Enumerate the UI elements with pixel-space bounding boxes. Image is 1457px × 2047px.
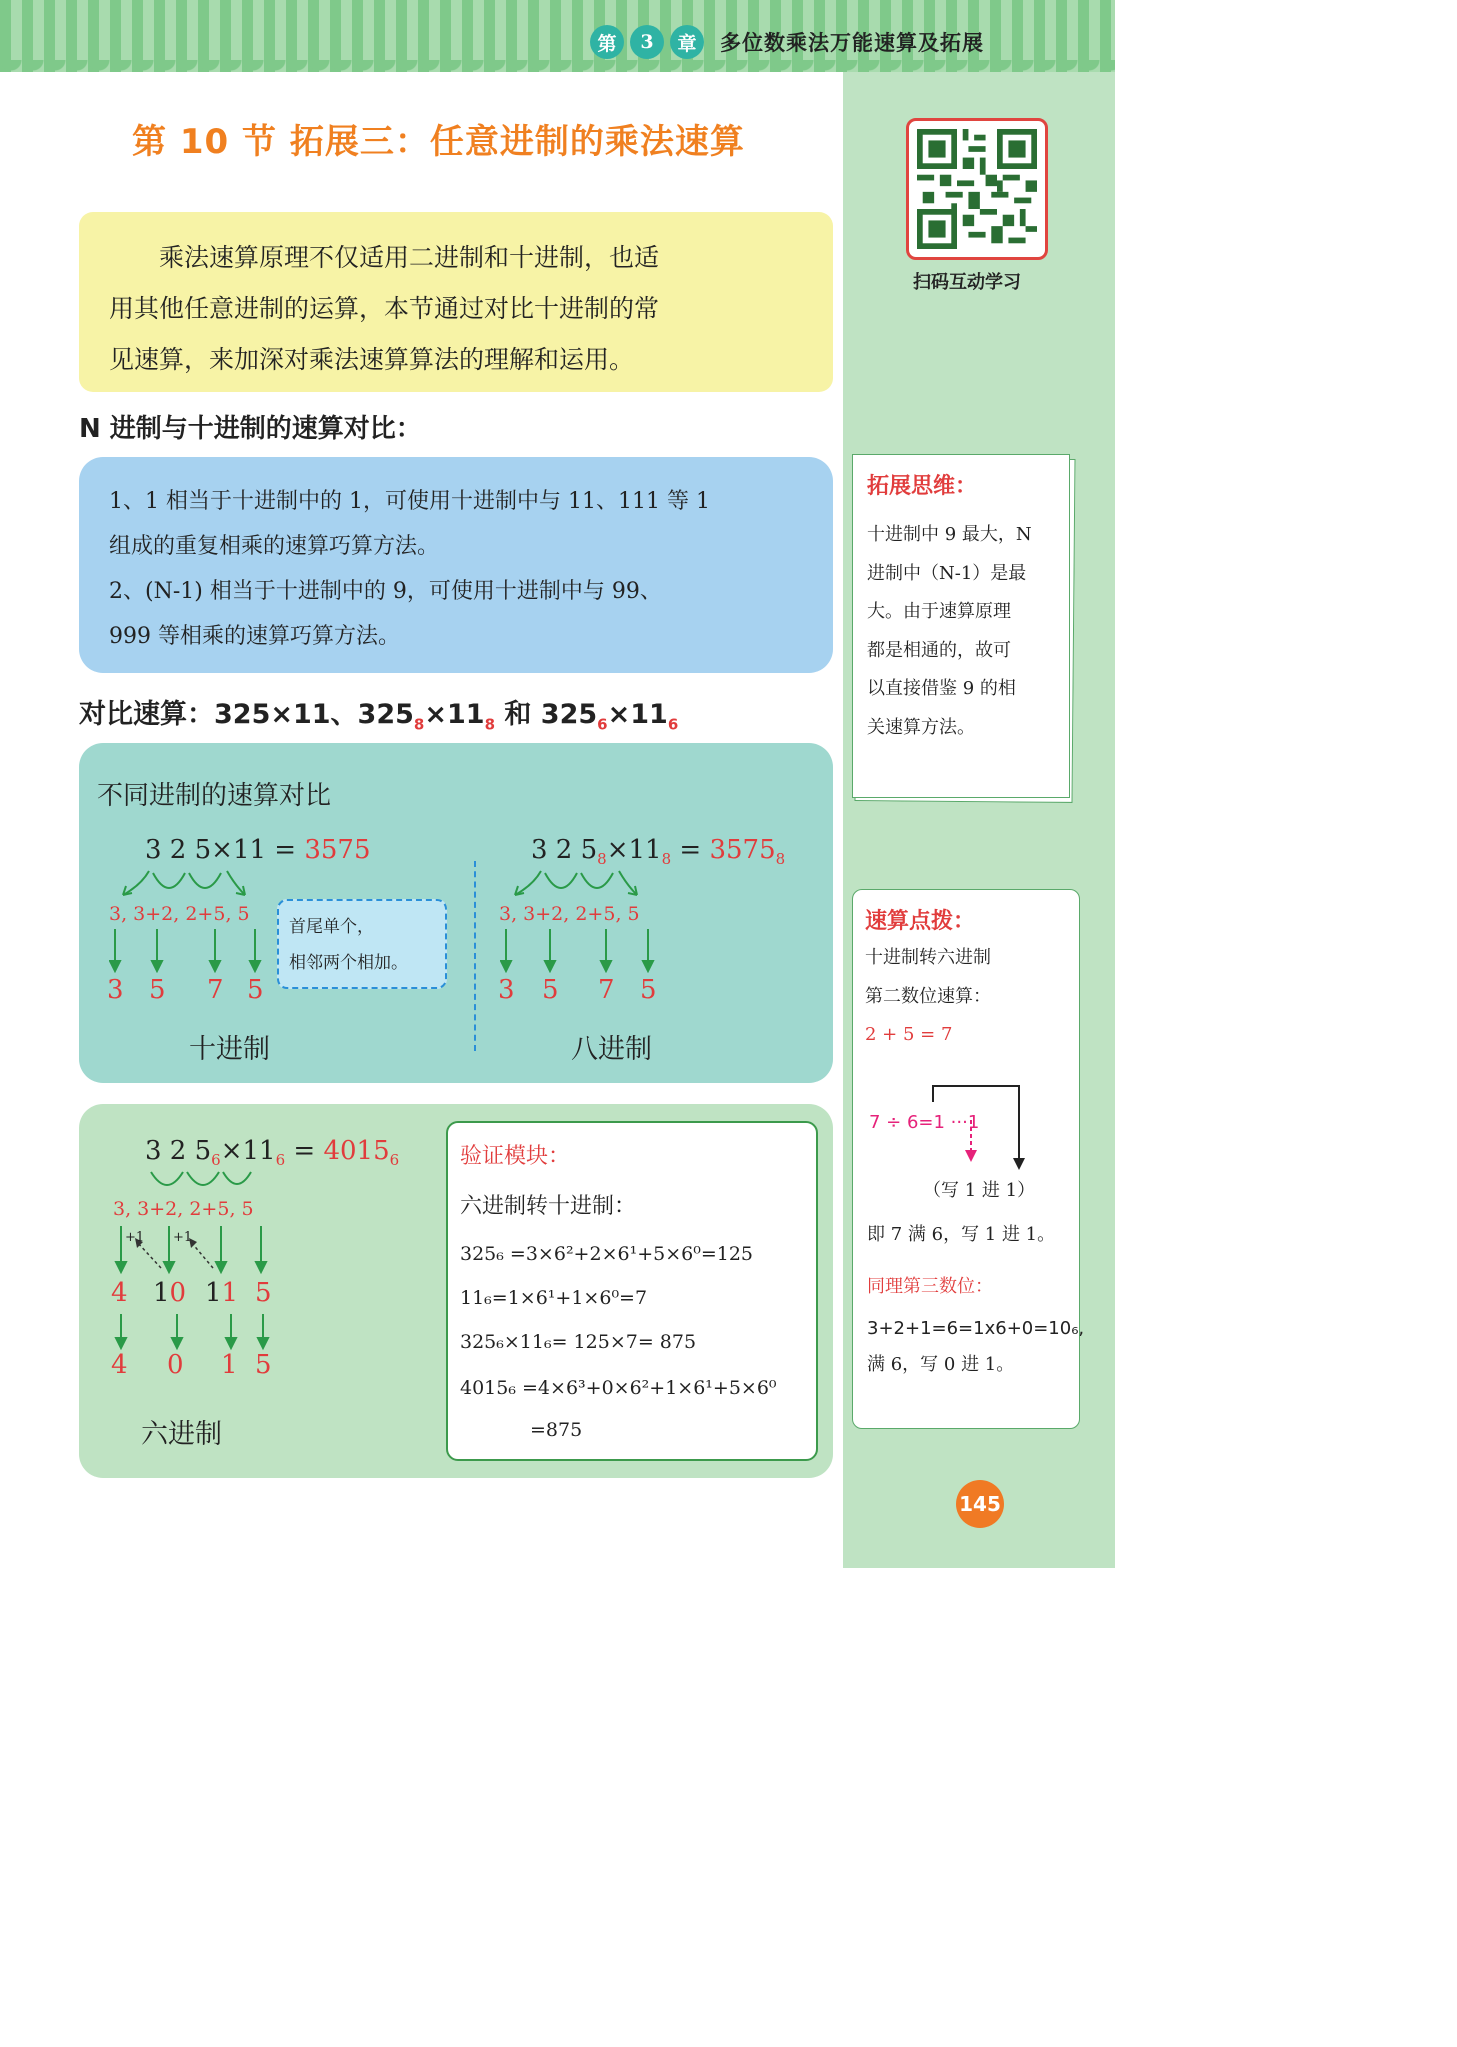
octal-sums: 3, 3+2, 2+5, 5 — [499, 903, 640, 925]
tip-card-line: 满 6，写 0 进 1。 — [867, 1354, 1015, 1375]
qr-code-icon — [917, 129, 1037, 249]
chapter-title: 多位数乘法万能速算及拓展 — [720, 30, 984, 55]
comparison-box — [79, 743, 833, 1083]
verify-title: 验证模块： — [460, 1144, 571, 1169]
tip-card-line: 同理第三数位： — [867, 1276, 993, 1297]
tip-card — [852, 889, 1085, 1429]
calc-heading-sub: 6 — [597, 715, 608, 734]
comparison-title: 不同进制的速算对比 — [97, 781, 332, 811]
octal-equation-part: 3 2 5 — [531, 835, 598, 865]
rule-line-3: 2、(N-1) 相当于十进制中的 9，可使用十进制中与 99、 — [109, 579, 662, 604]
intro-line-1: 乘法速算原理不仅适用二进制和十进制，也适 — [159, 243, 660, 272]
octal-arcs — [503, 867, 653, 901]
expand-card-line: 关速算方法。 — [867, 716, 975, 738]
tip-card-title: 速算点拨： — [865, 909, 976, 934]
calc-heading-sub: 6 — [667, 715, 679, 734]
qr-label: 扫码互动学习 — [913, 272, 1021, 293]
senary-mid-digit: 4 — [111, 1278, 128, 1308]
rule-line-1: 1、1 相当于十进制中的 1，可使用十进制中与 11、111 等 1 — [109, 489, 710, 514]
rule-note — [277, 899, 447, 989]
tip-card-line: 第二数位速算： — [865, 985, 991, 1007]
decimal-down-arrows — [109, 927, 269, 973]
octal-down-arrows — [500, 927, 660, 973]
rule-line-2: 组成的重复相乘的速算巧算方法。 — [109, 534, 440, 559]
calc-heading-sub: 8 — [413, 715, 425, 734]
qr-code[interactable] — [906, 118, 1048, 260]
calc-heading-prefix: 对比速算：325×11、325 — [79, 699, 414, 730]
page-number: 145 — [956, 1480, 1004, 1528]
intro-box — [79, 212, 833, 392]
octal-base-sub: 8 — [597, 850, 607, 869]
verify-line: 325₆ =3×6²+2×6¹+5×6⁰=125 — [460, 1243, 754, 1265]
calc-heading — [79, 692, 678, 733]
decimal-label: 十进制 — [189, 1034, 270, 1065]
decimal-equation — [145, 835, 371, 865]
decimal-digit: 3 — [107, 975, 124, 1005]
tip-card-line: 十进制转六进制 — [865, 947, 991, 968]
tip-card-text — [865, 939, 1067, 1055]
header-bar — [0, 0, 1115, 72]
rules-box — [79, 457, 833, 673]
chapter-suffix-chip: 章 — [670, 25, 704, 59]
calc-heading-sub: 8 — [484, 715, 495, 734]
divider-line — [474, 861, 476, 1051]
octal-digit: 7 — [598, 975, 615, 1005]
senary-equation-part: ×11 — [220, 1136, 276, 1166]
verify-line: 325₆×11₆= 125×7= 875 — [460, 1331, 697, 1353]
verify-line: 4015₆ =4×6³+0×6²+1×6¹+5×6⁰ — [460, 1377, 777, 1399]
intro-line-3: 见速算，来加深对乘法速算算法的理解和运用。 — [109, 345, 635, 374]
rule-line-4: 999 等相乘的速算巧算方法。 — [109, 624, 400, 649]
senary-final-digit: 0 — [167, 1350, 184, 1380]
senary-arcs — [111, 1168, 261, 1198]
senary-mid-digit-black: 1 — [205, 1278, 222, 1308]
expand-card-line: 都是相通的，故可 — [867, 639, 1011, 661]
senary-equation-result: 4015 — [323, 1136, 390, 1166]
octal-digit: 5 — [640, 975, 657, 1005]
expand-card-line: 以直接借鉴 9 的相 — [867, 678, 1016, 699]
intro-line-2: 用其他任意进制的运算，本节通过对比十进制的常 — [109, 294, 660, 323]
verify-line: 11₆=1×6¹+1×6⁰=7 — [460, 1287, 648, 1309]
senary-base-sub: 6 — [275, 1151, 286, 1170]
tip-division: 7 ÷ 6=1 ···1 — [869, 1112, 980, 1133]
calc-heading-mid: 和 325 — [495, 699, 598, 730]
expand-card — [852, 454, 1070, 798]
octal-equation-part: ×11 — [606, 835, 662, 865]
rule-note-line-2: 相邻两个相加。 — [289, 953, 408, 973]
senary-down-arrows — [109, 1312, 279, 1352]
octal-equation-result: 3575 — [709, 835, 776, 865]
senary-mid-digit-black: 1 — [153, 1278, 170, 1308]
senary-equation-part: 3 2 5 — [145, 1136, 212, 1166]
senary-base-sub: 6 — [211, 1151, 221, 1170]
octal-base-sub: 8 — [775, 850, 786, 869]
section-title: 第 10 节 拓展三：任意进制的乘法速算 — [132, 122, 745, 162]
expand-card-line: 进制中（N-1）是最 — [867, 562, 1027, 584]
octal-digit: 5 — [542, 975, 559, 1005]
decimal-digit: 5 — [247, 975, 264, 1005]
senary-final-digit: 5 — [255, 1350, 272, 1380]
senary-final-digit: 4 — [111, 1350, 128, 1380]
chapter-number-chip: 3 — [630, 25, 664, 59]
senary-base-sub: 6 — [389, 1151, 400, 1170]
senary-mid-digit-red: 1 — [221, 1278, 239, 1308]
senary-label: 六进制 — [141, 1419, 222, 1450]
decimal-equation-left: 3 2 5×11 = — [145, 835, 305, 865]
tip-card-line: 2 + 5 = 7 — [865, 1024, 953, 1045]
verify-box — [446, 1121, 818, 1461]
expand-card-line: 大。由于速算原理 — [867, 601, 1011, 622]
decimal-digit: 7 — [207, 975, 224, 1005]
verify-line: =875 — [530, 1419, 583, 1441]
rule-note-line-1: 首尾单个， — [289, 917, 374, 937]
senary-equation-part: = — [285, 1136, 324, 1166]
carry-label: +1 — [173, 1230, 193, 1245]
tip-card-line: 即 7 满 6，写 1 进 1。 — [867, 1224, 1056, 1245]
carry-label: +1 — [125, 1230, 145, 1245]
calc-heading-mid: ×11 — [607, 699, 668, 730]
senary-mid-digit-red: 0 — [169, 1278, 187, 1308]
octal-digit: 3 — [498, 975, 515, 1005]
senary-mid-digit — [153, 1278, 186, 1308]
octal-equation-part: = — [671, 835, 710, 865]
decimal-equation-result: 3575 — [304, 835, 371, 865]
octal-base-sub: 8 — [661, 850, 672, 869]
compare-heading: N 进制与十进制的速算对比： — [79, 414, 422, 444]
octal-equation — [531, 835, 785, 868]
tip-card-line: 3+2+1=6=1x6+0=10₆, — [867, 1318, 1085, 1339]
octal-label: 八进制 — [571, 1034, 652, 1065]
decimal-arcs — [111, 867, 261, 901]
expand-card-line: 十进制中 9 最大，N — [867, 524, 1032, 545]
senary-final-digit: 1 — [221, 1350, 238, 1380]
decimal-digit: 5 — [149, 975, 166, 1005]
senary-equation — [145, 1136, 399, 1169]
senary-box — [79, 1104, 833, 1478]
senary-mid-digit — [205, 1278, 238, 1308]
expand-card-text — [867, 516, 1055, 747]
decimal-sums: 3, 3+2, 2+5, 5 — [109, 903, 250, 925]
verify-subtitle: 六进制转十进制： — [460, 1194, 637, 1219]
senary-sums: 3, 3+2, 2+5, 5 — [113, 1198, 254, 1220]
expand-card-title: 拓展思维： — [867, 474, 978, 499]
calc-heading-mid: ×11 — [424, 699, 485, 730]
senary-mid-digit: 5 — [255, 1278, 272, 1308]
tip-write-carry: （写 1 进 1） — [923, 1180, 1036, 1201]
chapter-label — [590, 22, 984, 62]
chapter-prefix-chip: 第 — [590, 25, 624, 59]
